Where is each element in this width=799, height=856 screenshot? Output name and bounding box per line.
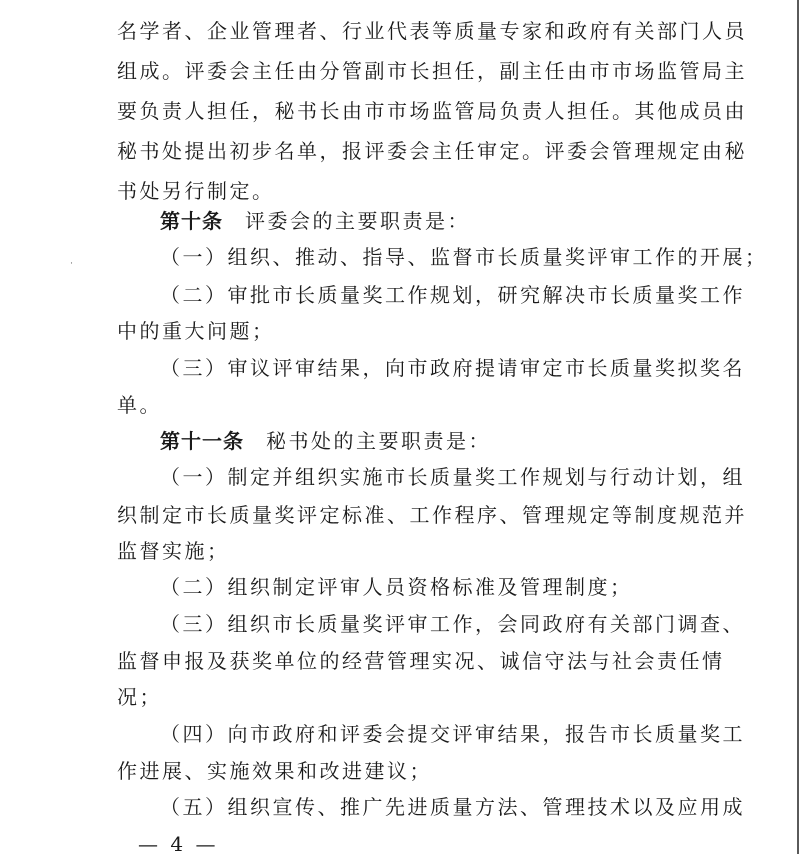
list-item-continuation: 况； — [117, 685, 162, 709]
article-11 — [160, 427, 740, 455]
article-heading: 第十一条 — [160, 429, 244, 453]
list-item-continuation: 作进展、实施效果和改进建议； — [117, 759, 432, 783]
text-line: 秘书处提出初步名单，报评委会主任审定。评委会管理规定由秘 — [117, 139, 747, 163]
list-item-continuation: 单。 — [117, 393, 162, 417]
article-intro: 秘书处的主要职责是： — [266, 429, 491, 453]
list-item: （二）组织制定评审人员资格标准及管理制度； — [160, 575, 633, 599]
list-item: （一）制定并组织实施市长质量奖工作规划与行动计划，组 — [160, 465, 745, 489]
text-line: 名学者、企业管理者、行业代表等质量专家和政府有关部门人员 — [117, 19, 747, 43]
text-line: 要负责人担任，秘书长由市市场监管局负责人担任。其他成员由 — [117, 99, 747, 123]
list-item: （二）审批市长质量奖工作规划，研究解决市长质量奖工作 — [160, 283, 745, 307]
page-number: — 4 — — [138, 832, 219, 856]
text-line: 书处另行制定。 — [117, 179, 275, 203]
article-intro: 评委会的主要职责是： — [245, 209, 470, 233]
list-item-continuation: 监督实施； — [117, 539, 230, 563]
list-item-continuation: 织制定市长质量奖评定标准、工作程序、管理规定等制度规范并 — [117, 503, 747, 527]
text-line: 组成。评委会主任由分管副市长担任，副主任由市市场监管局主 — [117, 59, 747, 83]
list-item: （五）组织宣传、推广先进质量方法、管理技术以及应用成 — [160, 795, 745, 819]
article-10 — [160, 207, 740, 235]
list-item-continuation: 中的重大问题； — [117, 319, 275, 343]
article-heading: 第十条 — [160, 209, 223, 233]
scan-speck: ˙ — [69, 262, 74, 273]
list-item: （三）组织市长质量奖评审工作，会同政府有关部门调查、 — [160, 612, 745, 636]
list-item: （一）组织、推动、指导、监督市长质量奖评审工作的开展； — [160, 245, 768, 269]
list-item-continuation: 监督申报及获奖单位的经营管理实况、诚信守法与社会责任情 — [117, 649, 725, 673]
list-item: （四）向市政府和评委会提交评审结果，报告市长质量奖工 — [160, 722, 745, 746]
list-item: （三）审议评审结果，向市政府提请审定市长质量奖拟奖名 — [160, 356, 745, 380]
